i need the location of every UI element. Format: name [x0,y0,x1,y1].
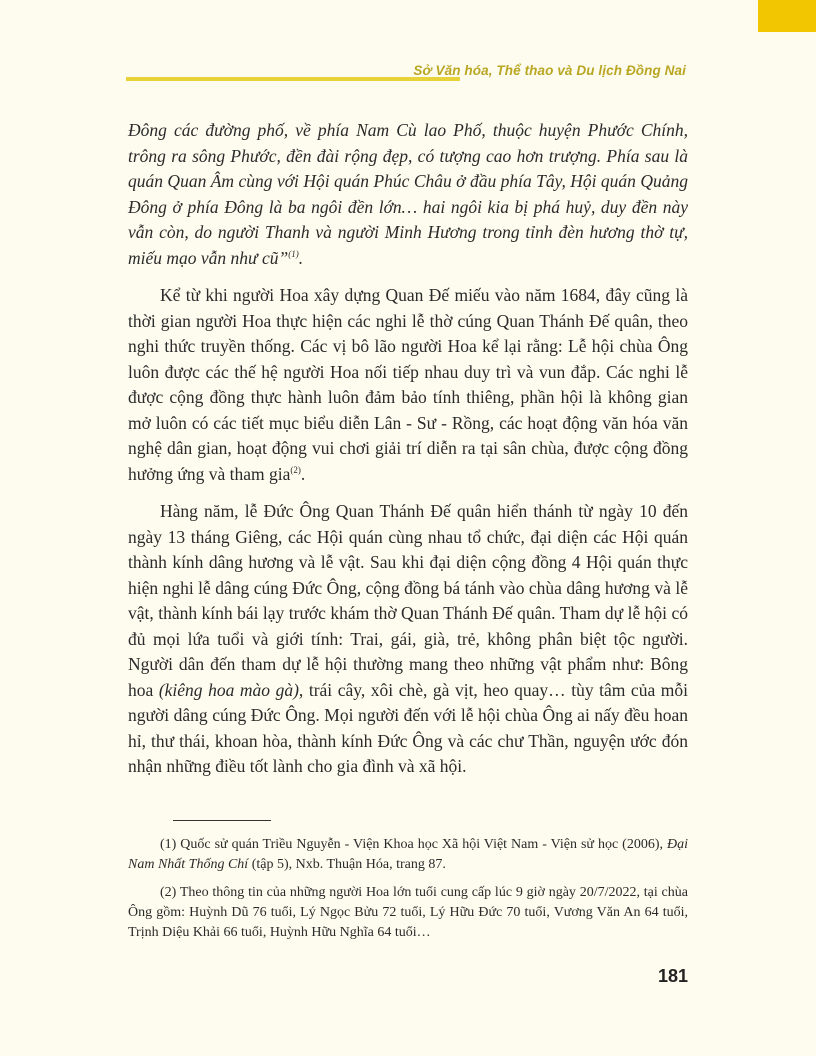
footnote-1-italic: Đại Nam Nhất Thống Chí [128,837,688,872]
footnote-2 [128,883,688,943]
running-header [0,62,816,86]
header-rule [126,77,460,81]
paragraph-2-end: . [300,463,306,484]
footnote-divider [173,820,271,821]
quote-text: Đông các đường phố, về phía Nam Cù lao Phố, thuộc huyện Phước Chính, trông ra sông Phước, đền đài rộng đẹp, có tượng cao hơn trượng. Phía sau là quán Quan Âm cùng với Hội quán Phúc Châu ở đầu phía Tây, Hội quán Quảng Đông ở phía Đông là ba ngôi đền lớn… hai ngôi kia bị phá huỷ, duy đền này vẫn còn, do người Thanh và người Minh Hương trong tỉnh đèn hương thờ tự, miếu mạo vẫn như cũ” [128,120,688,268]
corner-accent-bar [758,0,816,32]
header-title: Sở Văn hóa, Thể thao và Du lịch Đồng Nai [413,63,686,78]
body-paragraph-3 [128,499,688,780]
paragraph-3-italic: (kiêng hoa mào gà) [158,679,299,700]
paragraph-3-text-before: Hàng năm, lễ Đức Ông Quan Thánh Đế quân hiển thánh từ ngày 10 đến ngày 13 tháng Giêng, các Hội quán cùng nhau tổ chức, đại diện các Hội quán thành kính dâng hương và lễ vật. Sau khi đại diện cộng đồng 4 Hội quán thực hiện nghi lễ dâng cúng Đức Ông, cộng đồng bá tánh vào chùa dâng hương và lễ vật, thành kính bái lạy trước khám thờ Quan Thánh Đế quân. Tham dự lễ hội có đủ mọi lứa tuổi và giới tính: Trai, gái, già, trẻ, không phân biệt tộc người. Người dân đến tham dự lễ hội thường mang theo những vật phẩm như: Bông hoa [128,501,688,700]
main-text [128,118,688,792]
footnote-ref-1[interactable]: (1) [288,248,299,259]
body-paragraph-2 [128,283,688,487]
paragraph-3-text-after: , trái cây, xôi chè, gà vịt, heo quay… tùy tâm của mỗi người dâng cúng Đức Ông. Mọi người đến với lễ hội chùa Ông ai nấy đều hoan hỉ, thư thái, khoan hòa, thành kính Đức Ông và các chư Thần, nguyện ước đón nhận những điều tốt lành cho gia đình và xã hội. [128,679,688,776]
quote-end: . [298,247,304,268]
footnote-ref-2[interactable]: (2) [290,464,301,475]
footnote-1-after: (tập 5), Nxb. Thuận Hóa, trang 87. [248,857,446,872]
footnote-1-before: (1) Quốc sử quán Triều Nguyễn - Viện Khoa học Xã hội Việt Nam - Viện sử học (2006), [160,837,667,852]
quote-paragraph [128,118,688,271]
paragraph-2-text: Kể từ khi người Hoa xây dựng Quan Đế miếu vào năm 1684, đây cũng là thời gian người Hoa thực hiện các nghi lễ thờ cúng Quan Thánh Đế quân, theo nghi thức truyền thống. Các vị bô lão người Hoa kể lại rằng: Lễ hội chùa Ông luôn được các thế hệ người Hoa nối tiếp nhau duy trì và vun đắp. Các nghi lễ được cộng đồng thực hành luôn đảm bảo tính thiêng, phần hội là không gian mở luôn có các tiết mục biểu diễn Lân - Sư - Rồng, các hoạt động văn hóa văn nghệ dân gian, hoạt động vui chơi giải trí diễn ra tại sân chùa, được cộng đồng hưởng ứng và tham gia [128,285,688,484]
footnotes [128,835,688,951]
page-number: 181 [657,966,688,986]
footnote-1 [128,835,688,875]
footnote-2-text: (2) Theo thông tin của những người Hoa lớn tuổi cung cấp lúc 9 giờ ngày 20/7/2022, tại chùa Ông gồm: Huỳnh Dũ 76 tuổi, Lý Ngọc Bửu 72 tuổi, Lý Hữu Đức 70 tuổi, Vương Văn An 64 tuổi, Trịnh Diệu Khải 66 tuổi, Huỳnh Hữu Nghĩa 64 tuổi… [128,885,688,940]
